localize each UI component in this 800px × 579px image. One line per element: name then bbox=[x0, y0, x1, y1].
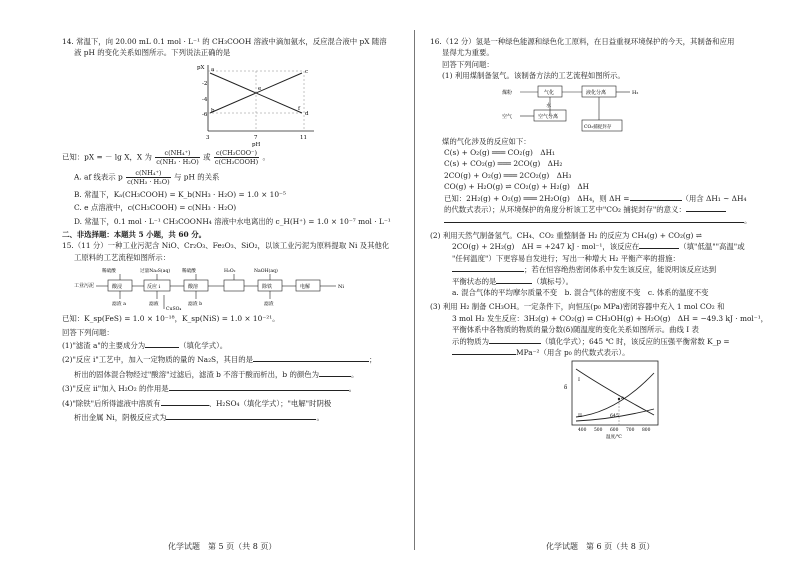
pt-a: a bbox=[211, 66, 215, 73]
q15-known: 已知：K_sp(FeS) = 1.0 × 10⁻¹⁸，K_sp(NiS) = 1.0 × 10⁻²¹。 bbox=[62, 314, 280, 324]
flow-air: 空气 bbox=[502, 113, 513, 120]
y-axis-label: pX bbox=[197, 64, 205, 71]
xtick-500: 500 bbox=[594, 428, 603, 434]
q16-sub3b: 3 mol H₂ 发生反应：3H₂(g) + CO₂(g) ⇌ CH₃OH(g) + H₂O(g) ΔH = −49.3 kJ · mol⁻¹， bbox=[452, 313, 769, 323]
mark-645: 645 bbox=[610, 414, 619, 420]
box-acid-dissolve: 酸溶 bbox=[188, 284, 199, 291]
q16-graph bbox=[556, 359, 666, 439]
ytick-3: -6 bbox=[202, 111, 208, 118]
box-airsep: 空气分离 bbox=[538, 113, 559, 120]
curve-rising bbox=[576, 373, 654, 420]
fraction-ch3coo: $\frac{\text{c(CH₃COO⁻)}}{\text{c(CH₃COOH)}}$ bbox=[214, 148, 259, 166]
xtick-3: 3 bbox=[206, 134, 210, 141]
answer-blank[interactable] bbox=[630, 193, 682, 201]
q15-sub4: (4)"除铁"后所得滤液中溶质有 、H₂SO₄（填化学式）；"电解"时阴极 bbox=[62, 398, 332, 408]
q16-line2: 显得尤为重要。 bbox=[442, 48, 494, 58]
q14-graph bbox=[194, 61, 324, 147]
x-axis-label: pH bbox=[252, 141, 261, 147]
rxn-3: 2CO(g) + O₂(g) ═══ 2CO₂(g) ΔH₃ bbox=[444, 170, 572, 180]
q14-known: 已知：pX = － lg X，X 为 $\frac{\text{c(NH₄⁺)}}{\text{c(NH₃ · H₂O)}}$ 或 $\frac{\text{c(CH₃COO⁻)}}{\text{c(CH₃COOH)}}$ 。 bbox=[62, 148, 270, 166]
q14-line2: 液 pH 的变化关系如图所示。下列说法正确的是 bbox=[74, 48, 231, 58]
rxn-intro: 煤的气化涉及的反应如下： bbox=[442, 136, 531, 146]
box-acid-leach: 酸浸 bbox=[112, 284, 123, 291]
reagent-4: H₂O₂ bbox=[224, 269, 236, 275]
residue-a: 滤渣 a bbox=[112, 302, 126, 308]
answer-blank[interactable] bbox=[319, 369, 351, 377]
q16-sub2d: ；若在恒容绝热密闭体系中发生该反应，能说明该反应达到 bbox=[430, 264, 774, 275]
rxn-1: C(s) + O₂(g) ═══ CO₂(g) ΔH₁ bbox=[444, 148, 555, 158]
curve-i bbox=[576, 369, 654, 415]
pt-e: e bbox=[258, 85, 262, 92]
q16-options: a. 混合气体的平均摩尔质量不变 b. 混合气体的密度不变 c. 体系的温度不变 bbox=[452, 287, 709, 297]
q15-sub2: (2)"反应 i"工艺中，加入一定物质的量的 Na₂S，其目的是 ； bbox=[62, 355, 377, 365]
left-page bbox=[62, 36, 402, 424]
cuso4: CuSO₄ bbox=[166, 307, 182, 312]
box-purify: 液化分离 bbox=[586, 89, 607, 96]
residue-final: 滤渣 bbox=[264, 302, 274, 308]
pt-f: f bbox=[298, 105, 301, 112]
residue-b: 滤渣 b bbox=[188, 302, 203, 308]
q15-flow-diagram bbox=[74, 265, 374, 311]
q16-sub2e: 平衡状态的是 （填标号）。 bbox=[452, 276, 574, 286]
answer-blank[interactable] bbox=[452, 264, 524, 272]
answer-blank[interactable] bbox=[686, 204, 726, 212]
xtick-700: 700 bbox=[626, 428, 635, 434]
reagent-3: 稀硫酸 bbox=[182, 269, 196, 275]
q15-line2: 工原料的工艺流程如图所示： bbox=[74, 252, 171, 262]
section-title: 二、非选择题：本题共 5 小题，共 60 分。 bbox=[62, 230, 206, 240]
graph-point-a: a bbox=[621, 395, 624, 402]
curve-label-i: I bbox=[578, 377, 580, 384]
xtick-11: 11 bbox=[300, 134, 307, 141]
flow-start: 工业污泥 bbox=[74, 283, 95, 290]
answer-blank[interactable] bbox=[452, 347, 516, 355]
box-co2-capture: CO₂捕捉封存 bbox=[584, 124, 612, 130]
answer-blank[interactable] bbox=[166, 412, 316, 420]
answer-blank[interactable] bbox=[496, 276, 532, 284]
flow-coal: 煤粉 bbox=[502, 89, 513, 96]
reagent-2: 过量Na₂S(aq) bbox=[140, 269, 171, 275]
footer-page5: 化学试题 第 5 页（共 8 页） bbox=[168, 542, 277, 551]
option-b: B. 常温下，Kₐ(CH₃COOH) = K_b(NH₃ · H₂O) = 1.0 × 10⁻⁵ bbox=[74, 189, 286, 199]
option-a: A. af 线表示 p $\frac{\text{c(NH₄⁺)}}{\text{c(NH₃ · H₂O)}}$ 与 pH 的关系 bbox=[74, 168, 220, 186]
q14-line1: 14. 常温下，向 20.00 mL 0.1 mol · L⁻¹ 的 CH₃COOH 溶液中滴加氨水，反应混合液中 pX 随溶 bbox=[62, 37, 387, 46]
answer-blank[interactable] bbox=[444, 215, 744, 223]
answer-blank[interactable] bbox=[161, 398, 209, 406]
page-divider bbox=[414, 30, 415, 550]
q15-sub1: (1)"滤渣 a"的主要成分为 （填化学式）。 bbox=[62, 341, 228, 351]
rxn-4: CO(g) + H₂O(g) ⇌ CO₂(g) + H₂(g) ΔH bbox=[444, 182, 590, 192]
box-reaction-i: 反应 i bbox=[147, 284, 161, 291]
q16-sub3c: 平衡体系中各物质的物质的量分数(δ)随温度的变化关系如图所示。曲线 I 表 bbox=[452, 325, 699, 335]
xtick-600: 600 bbox=[610, 428, 619, 434]
rxn-5: 已知：2H₂(g) + O₂(g) ═══ 2H₂O(g) ΔH₄，则 ΔH = （用含 ΔH₁ ~ ΔH₄ bbox=[444, 193, 747, 203]
q15-sub3: (3)"反应 ii"加入 H₂O₂ 的作用是 。 bbox=[62, 384, 357, 394]
known-text: 已知：pX = － lg X，X 为 bbox=[62, 152, 152, 162]
footer-page6: 化学试题 第 6 页（共 8 页） bbox=[546, 542, 655, 551]
known-or: 或 bbox=[203, 152, 211, 162]
q16-sub2: (2) 利用天然气制备氢气。CH₄、CO₂ 重整制备 H₂ 的反应为 CH₄(g) + CO₂(g) ⇌ bbox=[430, 230, 702, 240]
option-d: D. 常温下，0.1 mol · L⁻¹ CH₃COONH₄ 溶液中水电离出的 c_H(H⁺) = 1.0 × 10⁻⁷ mol · L⁻¹ bbox=[74, 216, 391, 226]
q15-sub4b: 析出金属 Ni，阴极反应式为 。 bbox=[74, 413, 324, 423]
q16-sub2c: "任何温度"）下更容易自发进行；写出一种增大 H₂ 平衡产率的措施： bbox=[452, 253, 680, 263]
graph-y-label: δ bbox=[564, 385, 568, 392]
q16-sub3e: MPa⁻²（用含 p₀ 的代数式表示）。 bbox=[430, 347, 774, 358]
fraction-nh4: $\frac{\text{c(NH₄⁺)}}{\text{c(NH₃ · H₂O)}}$ bbox=[156, 148, 199, 166]
xtick-800: 800 bbox=[642, 428, 651, 434]
q16-flow-diagram bbox=[502, 82, 742, 134]
filtrate: 滤液 bbox=[149, 302, 159, 308]
answer-blank[interactable] bbox=[145, 340, 179, 348]
pt-c: c bbox=[305, 68, 309, 75]
reagent-1: 稀硫酸 bbox=[102, 269, 116, 275]
reagent-5: NaOH(aq) bbox=[254, 269, 278, 275]
option-c: C. e 点溶液中，c(CH₃COOH) = c(NH₃ · H₂O) bbox=[74, 203, 237, 213]
flow-water: 水 bbox=[546, 102, 552, 109]
rxn-2: C(s) + CO₂(g) ═══ 2CO(g) ΔH₂ bbox=[444, 159, 563, 169]
xtick-400: 400 bbox=[578, 428, 587, 434]
answer-blank[interactable] bbox=[253, 354, 369, 362]
ytick-1: -2 bbox=[202, 80, 208, 87]
q16-sub3: (3) 利用 H₂ 制备 CH₃OH。一定条件下，向恒压(p₀ MPa)密闭容器中充入 1 mol CO₂ 和 bbox=[430, 302, 725, 312]
q16-sub1: (1) 利用煤制备氢气。该制备方法的工艺流程如图所示。 bbox=[442, 71, 625, 81]
graph-x-label: 温度/℃ bbox=[606, 435, 622, 440]
box-electrolysis: 电解 bbox=[300, 284, 311, 291]
pt-b: b bbox=[211, 107, 215, 114]
right-page bbox=[430, 36, 774, 439]
q16-sub2b: 2CO(g) + 2H₂(g) ΔH = +247 kJ · mol⁻¹，该反应在 （填"低温""高温"或 bbox=[452, 242, 745, 252]
box-remove-iron: 除铁 bbox=[262, 284, 273, 291]
q15-line1: 15.（11 分）一种工业污泥含 NiO、Cr₂O₃、Fe₂O₃、SiO₂，以该工业污泥为原料提取 Ni 及其他化 bbox=[62, 241, 390, 251]
ytick-2: -4 bbox=[202, 96, 208, 103]
answer-blank[interactable] bbox=[169, 383, 349, 391]
q16-ask: 回答下列问题： bbox=[442, 59, 494, 69]
box-gasify: 气化 bbox=[544, 89, 555, 96]
q15-ask: 回答下列问题： bbox=[62, 327, 114, 337]
pt-d: d bbox=[305, 110, 309, 117]
answer-blank[interactable] bbox=[639, 241, 679, 249]
xtick-7: 7 bbox=[254, 134, 258, 141]
q16-line1: 16.（12 分）氢是一种绿色能源和绿色化工原料，在日益重视环境保护的今天，其制备和应用 bbox=[430, 37, 735, 46]
rxn-6: 的代数式表示）；从环境保护的角度分析该工艺中"CO₂ 捕捉封存"的意义： bbox=[430, 204, 774, 215]
product-ni: Ni bbox=[338, 284, 344, 291]
answer-blank[interactable] bbox=[489, 336, 541, 344]
curve-label-ii: II bbox=[578, 413, 582, 420]
flow-h2: H₂ bbox=[632, 89, 639, 96]
q16-sub3d: 示的物质为 （填化学式）；645 ℃ 时，该反应的压强平衡常数 K_p = bbox=[452, 336, 730, 346]
rxn-6b: 。 bbox=[430, 215, 774, 226]
q15-sub2b: 析出的固体混合物经过"酸溶"过滤后，滤渣 b 不溶于酸而析出，b 的颜色为 。 bbox=[74, 369, 359, 379]
